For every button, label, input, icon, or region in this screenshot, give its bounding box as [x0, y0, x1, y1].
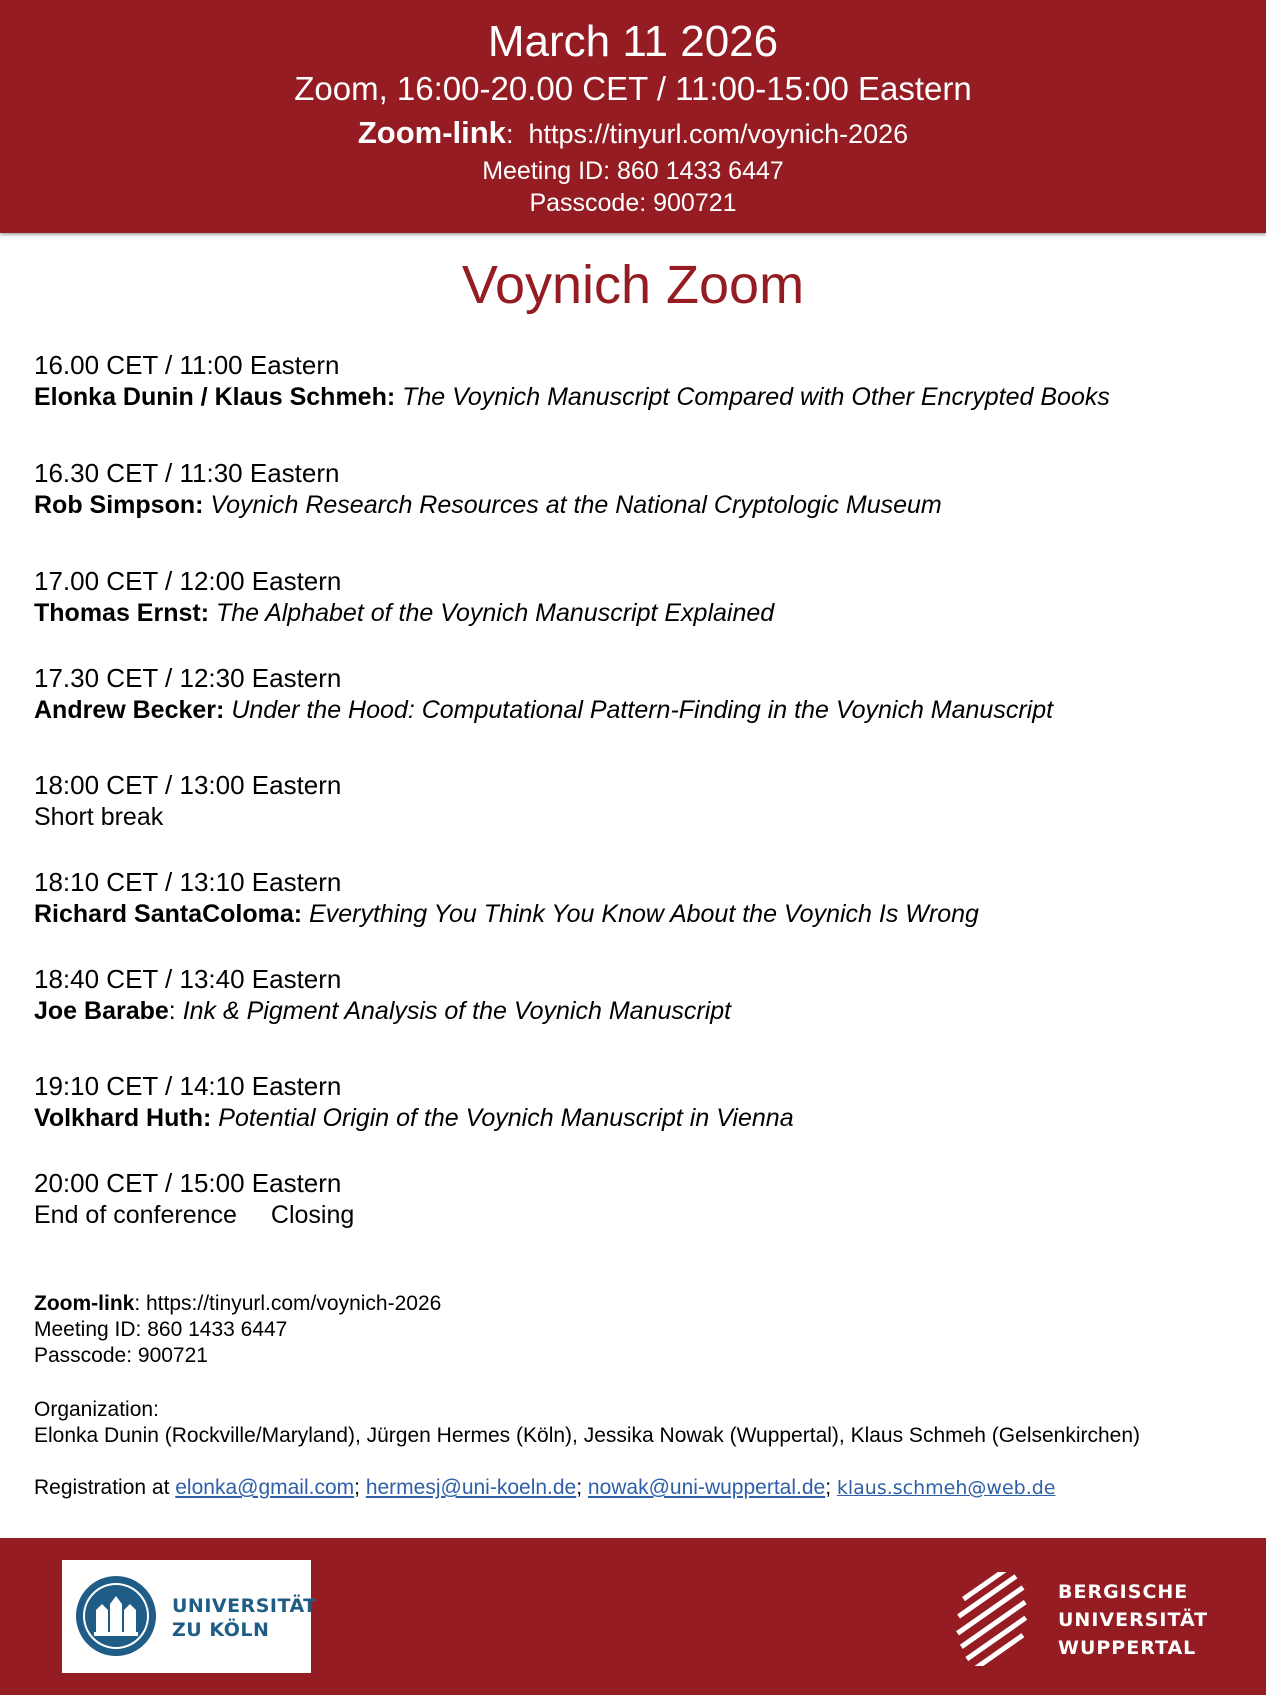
- speaker-name: Thomas Ernst:: [34, 599, 210, 627]
- talk-title: The Alphabet of the Voynich Manuscript Explained: [215, 599, 775, 627]
- slot-note: [34, 1199, 1246, 1231]
- wuppertal-line-2: UNIVERSITÄT: [1058, 1609, 1209, 1631]
- koeln-line-2: ZU KÖLN: [172, 1619, 270, 1641]
- slot-time: 19:10 CET / 14:10 Eastern: [34, 1071, 342, 1101]
- schedule-item: [34, 1167, 1246, 1231]
- speaker-name: Elonka Dunin / Klaus Schmeh:: [34, 383, 396, 411]
- wuppertal-line-1: BERGISCHE: [1058, 1581, 1189, 1603]
- talk-title: Everything You Think You Know About the Voynich Is Wrong: [309, 900, 979, 928]
- speaker-name: Andrew Becker:: [34, 696, 225, 724]
- wuppertal-lion-icon: [948, 1572, 1038, 1666]
- schedule-item: [34, 565, 1246, 629]
- email-separator: ;: [825, 1476, 837, 1499]
- slot-time: 18:40 CET / 13:40 Eastern: [34, 964, 342, 994]
- schedule-item: [34, 457, 1246, 521]
- registration-line: [34, 1475, 1056, 1501]
- schedule-item: [34, 349, 1246, 413]
- slot-talk: [34, 489, 1246, 521]
- schedule-item: [34, 866, 1246, 930]
- speaker-name: Rob Simpson:: [34, 491, 204, 519]
- email-link[interactable]: elonka@gmail.com: [175, 1476, 355, 1499]
- slot-time: 20:00 CET / 15:00 Eastern: [34, 1168, 342, 1198]
- slot-time: 17.00 CET / 12:00 Eastern: [34, 566, 342, 596]
- header-passcode: Passcode: 900721: [529, 189, 737, 217]
- zoom-link-label: Zoom-link: [357, 115, 506, 150]
- email-link[interactable]: klaus.schmeh@web.de: [836, 1477, 1056, 1499]
- slot-time: 18:10 CET / 13:10 Eastern: [34, 867, 342, 897]
- zoom-link-url[interactable]: https://tinyurl.com/voynich-2026: [528, 119, 909, 149]
- slot-time: 16.00 CET / 11:00 Eastern: [34, 350, 340, 380]
- koeln-seal-icon: [74, 1574, 158, 1658]
- info-zoom-url[interactable]: : https://tinyurl.com/voynich-2026: [134, 1292, 442, 1315]
- talk-title: Potential Origin of the Voynich Manuscript in Vienna: [218, 1104, 794, 1132]
- email-link[interactable]: nowak@uni-wuppertal.de: [587, 1476, 826, 1499]
- wuppertal-line-3: WUPPERTAL: [1058, 1637, 1197, 1659]
- info-passcode: Passcode: 900721: [34, 1344, 208, 1367]
- uni-koeln-logo: [62, 1560, 317, 1673]
- slot-talk: [34, 898, 1246, 930]
- talk-title: Ink & Pigment Analysis of the Voynich Manuscript: [182, 997, 732, 1025]
- header-banner: [0, 0, 1266, 233]
- info-meeting-id: Meeting ID: 860 1433 6447: [34, 1318, 288, 1341]
- talk-title: Under the Hood: Computational Pattern-Finding in the Voynich Manuscript: [231, 696, 1054, 724]
- registration-label: Registration at: [34, 1476, 176, 1499]
- koeln-wordmark: [172, 1594, 317, 1642]
- slot-talk: [34, 694, 1246, 726]
- slot-talk: [34, 597, 1246, 629]
- slot-time: 16.30 CET / 11:30 Eastern: [34, 458, 340, 488]
- speaker-name: Richard SantaColoma:: [34, 900, 303, 928]
- schedule-item: [34, 963, 1246, 1027]
- organization-names: Elonka Dunin (Rockville/Maryland), Jürgen Hermes (Köln), Jessika Nowak (Wuppertal), Klaus Schmeh (Gelsenkirchen): [34, 1424, 1141, 1447]
- email-separator: ;: [576, 1476, 588, 1499]
- slot-talk: [34, 381, 1246, 413]
- slot-note: Short break: [34, 803, 164, 831]
- closing-note: Closing: [270, 1201, 355, 1229]
- header-meeting-id: Meeting ID: 860 1433 6447: [482, 157, 784, 185]
- talk-title: Voynich Research Resources at the National Cryptologic Museum: [210, 491, 942, 519]
- slot-time: 17.30 CET / 12:30 Eastern: [34, 663, 342, 693]
- slot-talk: [34, 1102, 1246, 1134]
- speaker-name: Joe Barabe: [34, 997, 169, 1025]
- slot-time: 18:00 CET / 13:00 Eastern: [34, 770, 342, 800]
- page-title: Voynich Zoom: [461, 255, 805, 315]
- event-subtitle: Zoom, 16:00-20.00 CET / 11:00-15:00 Eastern: [294, 70, 972, 107]
- wuppertal-wordmark: [1058, 1578, 1208, 1662]
- schedule-item: [34, 662, 1246, 726]
- email-separator: ;: [354, 1476, 366, 1499]
- talk-title: The Voynich Manuscript Compared with Other Encrypted Books: [402, 383, 1110, 411]
- speaker-separator: :: [168, 997, 183, 1025]
- organization-label: Organization:: [34, 1398, 159, 1421]
- koeln-line-1: UNIVERSITÄT: [172, 1595, 317, 1617]
- event-date: March 11 2026: [487, 17, 779, 66]
- footer-banner: [0, 1538, 1266, 1695]
- speaker-separator: [209, 599, 216, 627]
- info-zoom-line: [34, 1291, 441, 1317]
- email-link[interactable]: hermesj@uni-koeln.de: [365, 1476, 577, 1499]
- end-note: End of conference: [34, 1201, 237, 1229]
- info-zoom-label: Zoom-link: [34, 1292, 135, 1315]
- speaker-name: Volkhard Huth:: [34, 1104, 212, 1132]
- zoom-link-separator: :: [505, 119, 514, 149]
- header-zoom-line: [0, 115, 1266, 152]
- schedule-item: [34, 1070, 1246, 1134]
- slot-talk: [34, 995, 1246, 1027]
- schedule-item: [34, 769, 1246, 833]
